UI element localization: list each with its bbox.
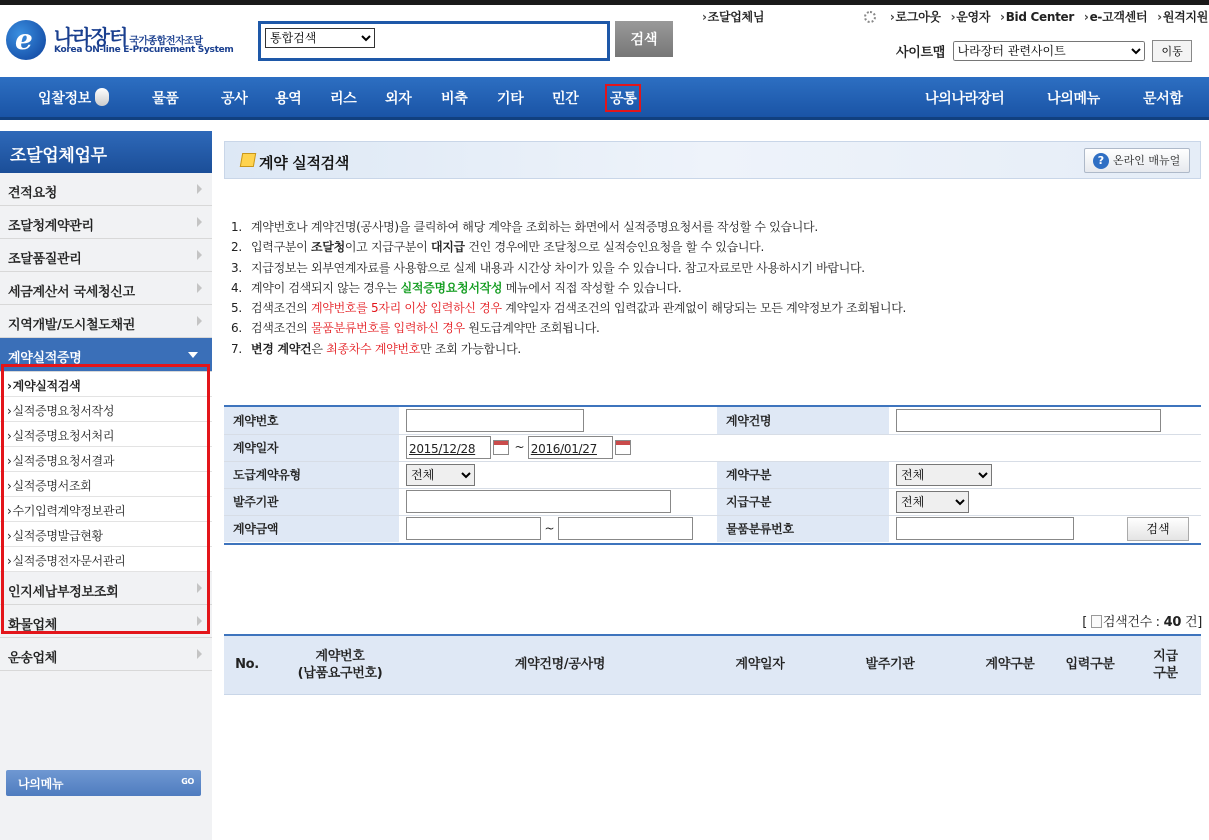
user-greeting — [702, 8, 764, 25]
calendar-icon[interactable] — [493, 440, 509, 455]
nav-my-menu[interactable]: 나의메뉴 — [1047, 91, 1100, 107]
form-search-button[interactable]: 검색 — [1127, 517, 1189, 541]
notice-text: 계약번호나 계약건명(공사명)을 클릭하여 해당 계약을 조회하는 화면에서 실적증명요청서를 작성할 수 있습니다. — [251, 220, 818, 234]
notice-text: 변경 계약건 — [251, 341, 312, 356]
notice-number: 6. — [231, 321, 242, 336]
notice-number: 3. — [231, 260, 242, 275]
notice-text: 지급정보는 외부연계자료를 사용함으로 실제 내용과 시간상 차이가 있을 수 있습니다. 참고자료로만 사용하시기 바랍니다. — [251, 260, 865, 275]
sidebar-sub-electronic-docs[interactable]: › 실적증명전자문서관리 — [0, 547, 212, 572]
contract-name-label: 계약건명 — [717, 407, 889, 434]
notice-item — [231, 319, 906, 339]
amount-from-input[interactable] — [406, 517, 541, 540]
notice-item — [231, 238, 906, 258]
sidebar-item-quality-management[interactable]: 조달품질관리 — [0, 239, 212, 272]
nav-common[interactable]: 공통 — [605, 84, 641, 112]
go-label: GO — [181, 777, 194, 786]
main-navigation — [0, 77, 1209, 120]
agency-input[interactable] — [406, 490, 671, 513]
amount-to-input[interactable] — [558, 517, 693, 540]
notice-text: 계약이 검색되지 않는 경우는 — [251, 280, 401, 295]
notice-text: 메뉴에서 직접 작성할 수 있습니다. — [502, 280, 682, 295]
notice-number: 1. — [231, 220, 242, 234]
notice-text: 계약번호를 5자리 이상 입력하신 경우 — [310, 301, 502, 316]
sidebar-sub-issue-status[interactable]: › 실적증명발급현황 — [0, 522, 212, 547]
logo[interactable] — [6, 20, 241, 60]
notice-text: 은 — [311, 341, 327, 356]
search-box — [258, 21, 610, 61]
notice-text: 이고 지급구분이 — [344, 240, 431, 255]
sidebar-item-contract-certificate[interactable]: 계약실적증명 — [0, 338, 212, 372]
logo-emblem-icon: e — [6, 20, 46, 60]
sidebar-sub-certificate-view[interactable]: › 실적증명서조회 — [0, 472, 212, 497]
sidebar-sub-request-write[interactable]: › 실적증명요청서작성 — [0, 397, 212, 422]
notice-text: 만 조회 가능합니다. — [420, 341, 521, 356]
help-icon: ? — [1093, 153, 1109, 169]
sidebar-item-freight[interactable]: 화물업체 — [0, 605, 212, 638]
nav-my-narajangteo[interactable]: 나의나라장터 — [925, 91, 1005, 107]
remote-support-link[interactable]: › 원격지원 — [1157, 10, 1208, 24]
my-menu-button[interactable]: 나의메뉴 GO — [6, 770, 201, 796]
sidebar-sub-request-process[interactable]: › 실적증명요청서처리 — [0, 422, 212, 447]
classification-label: 물품분류번호 — [717, 515, 889, 542]
sidebar-title: 조달업체업무 — [0, 131, 212, 173]
date-separator: ~ — [514, 440, 525, 454]
logo-title: 나라장터 — [54, 25, 128, 49]
notice-item — [231, 218, 906, 238]
amount-separator: ~ — [544, 521, 555, 536]
col-contract-date: 계약일자 — [710, 636, 810, 694]
classification-input[interactable] — [896, 517, 1074, 540]
sitemap-bar — [896, 40, 1192, 62]
sidebar-item-tax-invoice[interactable]: 세금계산서 국세청신고 — [0, 272, 212, 305]
search-scope-select[interactable] — [265, 28, 375, 48]
results-table — [224, 634, 1201, 695]
highlight-box — [1, 364, 210, 634]
notice-number: 4. — [231, 280, 242, 295]
sidebar-item-transport[interactable]: 운송업체 — [0, 638, 212, 671]
sidebar-item-stamp-tax[interactable]: 인지세납부정보조회 — [0, 572, 212, 605]
contract-type-select[interactable] — [896, 464, 992, 486]
col-payment-type: 지급 구분 — [1130, 636, 1201, 694]
user-name: 조달업체님 — [707, 10, 765, 24]
sidebar — [0, 131, 212, 840]
top-strip — [0, 0, 1209, 5]
sitemap-label: 사이트맵 — [896, 45, 946, 61]
search-form — [224, 405, 1201, 545]
online-manual-button[interactable]: ? 온라인 매뉴얼 — [1084, 148, 1190, 173]
notice-item — [231, 340, 906, 360]
notice-text: 검색조건의 — [251, 301, 311, 316]
notice-text: 물품분류번호를 입력하신 경우 — [310, 321, 465, 336]
sitemap-go-button[interactable]: 이동 — [1152, 40, 1192, 62]
sidebar-item-quote-request[interactable]: 견적요청 — [0, 173, 212, 206]
notice-item — [231, 299, 906, 319]
notice-text: 입력구분이 — [251, 240, 311, 255]
calendar-icon[interactable] — [615, 440, 631, 455]
utility-links — [864, 8, 1208, 25]
payment-type-select[interactable] — [896, 491, 969, 513]
col-contract-type: 계약구분 — [970, 636, 1050, 694]
nav-foreign[interactable]: 외자 — [385, 91, 412, 107]
notice-text: 조달청 — [310, 240, 345, 255]
contract-no-label: 계약번호 — [224, 407, 399, 434]
sidebar-sub-contract-search[interactable]: › 계약실적검색 — [0, 372, 212, 397]
agency-label: 발주기관 — [224, 488, 399, 515]
amount-label: 계약금액 — [224, 515, 399, 542]
nav-service[interactable]: 용역 — [275, 91, 302, 107]
col-contract-name: 계약건명/공사명 — [410, 636, 710, 694]
nav-other[interactable]: 기타 — [497, 91, 524, 107]
notice-text: 검색조건의 — [251, 321, 311, 336]
notice-text: 실적증명요청서작성 — [400, 280, 503, 295]
nav-goods[interactable]: 물품 — [152, 91, 179, 107]
mouse-icon — [95, 88, 109, 106]
notice-text: 대지급 — [430, 240, 465, 255]
customer-center-link[interactable]: › e-고객센터 — [1084, 10, 1147, 24]
sitemap-select[interactable] — [953, 41, 1145, 61]
sidebar-item-contract-management[interactable]: 조달청계약관리 — [0, 206, 212, 239]
subcontract-type-select[interactable] — [406, 464, 475, 486]
search-button[interactable]: 검색 — [615, 21, 673, 57]
contract-name-input[interactable] — [896, 409, 1161, 432]
notice-number: 5. — [231, 301, 242, 316]
date-from-field[interactable]: 2015/12/28 — [406, 436, 491, 459]
notice-number: 2. — [231, 240, 242, 255]
contract-date-label: 계약일자 — [224, 434, 399, 461]
payment-type-label: 지급구분 — [717, 488, 889, 515]
nav-document-box[interactable]: 문서함 — [1143, 91, 1183, 107]
logo-subtitle: 국가종합전자조달 — [129, 36, 203, 47]
notice-text: 최종차수 계약번호 — [326, 341, 421, 356]
notice-text: 건인 경우에만 조달청으로 실적승인요청을 할 수 있습니다. — [464, 240, 764, 255]
nav-private[interactable]: 민간 — [552, 91, 579, 107]
result-count: [ 검색건수 : 40 건] — [1082, 615, 1202, 630]
nav-bid-info[interactable]: 입찰정보 — [38, 88, 109, 108]
document-icon — [1091, 615, 1102, 628]
operator-link[interactable]: › 운영자 — [951, 10, 991, 24]
result-count-value: 40 — [1163, 615, 1182, 630]
contract-no-input[interactable] — [406, 409, 584, 432]
notice-item — [231, 279, 906, 299]
logo-english: Korea ON-line E-Procurement System — [54, 45, 234, 55]
nav-stockpile[interactable]: 비축 — [441, 91, 468, 107]
pencil-icon — [240, 153, 256, 167]
table-header-row — [224, 636, 1201, 694]
col-contract-no: 계약번호 (납품요구번호) — [270, 636, 410, 694]
notice-text: 원도급계약만 조회됩니다. — [464, 321, 600, 336]
gear-icon[interactable] — [864, 11, 876, 23]
logout-link[interactable]: › 로그아웃 — [890, 10, 941, 24]
notice-text: 계약일자 검색조건의 입력값과 관계없이 해당되는 모든 계약정보가 조회됩니다. — [501, 301, 907, 316]
sidebar-sub-manual-contract[interactable]: › 수기입력계약정보관리 — [0, 497, 212, 522]
sidebar-sub-request-result[interactable]: › 실적증명요청서결과 — [0, 447, 212, 472]
nav-construction[interactable]: 공사 — [221, 91, 248, 107]
contract-type-label: 계약구분 — [717, 461, 889, 488]
bid-center-link[interactable]: › Bid Center — [1000, 10, 1074, 24]
notice-item — [231, 259, 906, 279]
page-title: 계약 실적검색 — [259, 154, 350, 172]
sidebar-item-bonds[interactable]: 지역개발/도시철도채권 — [0, 305, 212, 338]
col-no: No. — [224, 636, 270, 694]
date-to-field[interactable]: 2016/01/27 — [528, 436, 613, 459]
col-agency: 발주기관 — [810, 636, 970, 694]
subcontract-type-label: 도급계약유형 — [224, 461, 399, 488]
col-input-type: 입력구분 — [1050, 636, 1130, 694]
nav-lease[interactable]: 리스 — [330, 91, 357, 107]
notice-list — [231, 218, 906, 360]
notice-number: 7. — [231, 341, 242, 356]
content-title-bar — [224, 141, 1201, 179]
